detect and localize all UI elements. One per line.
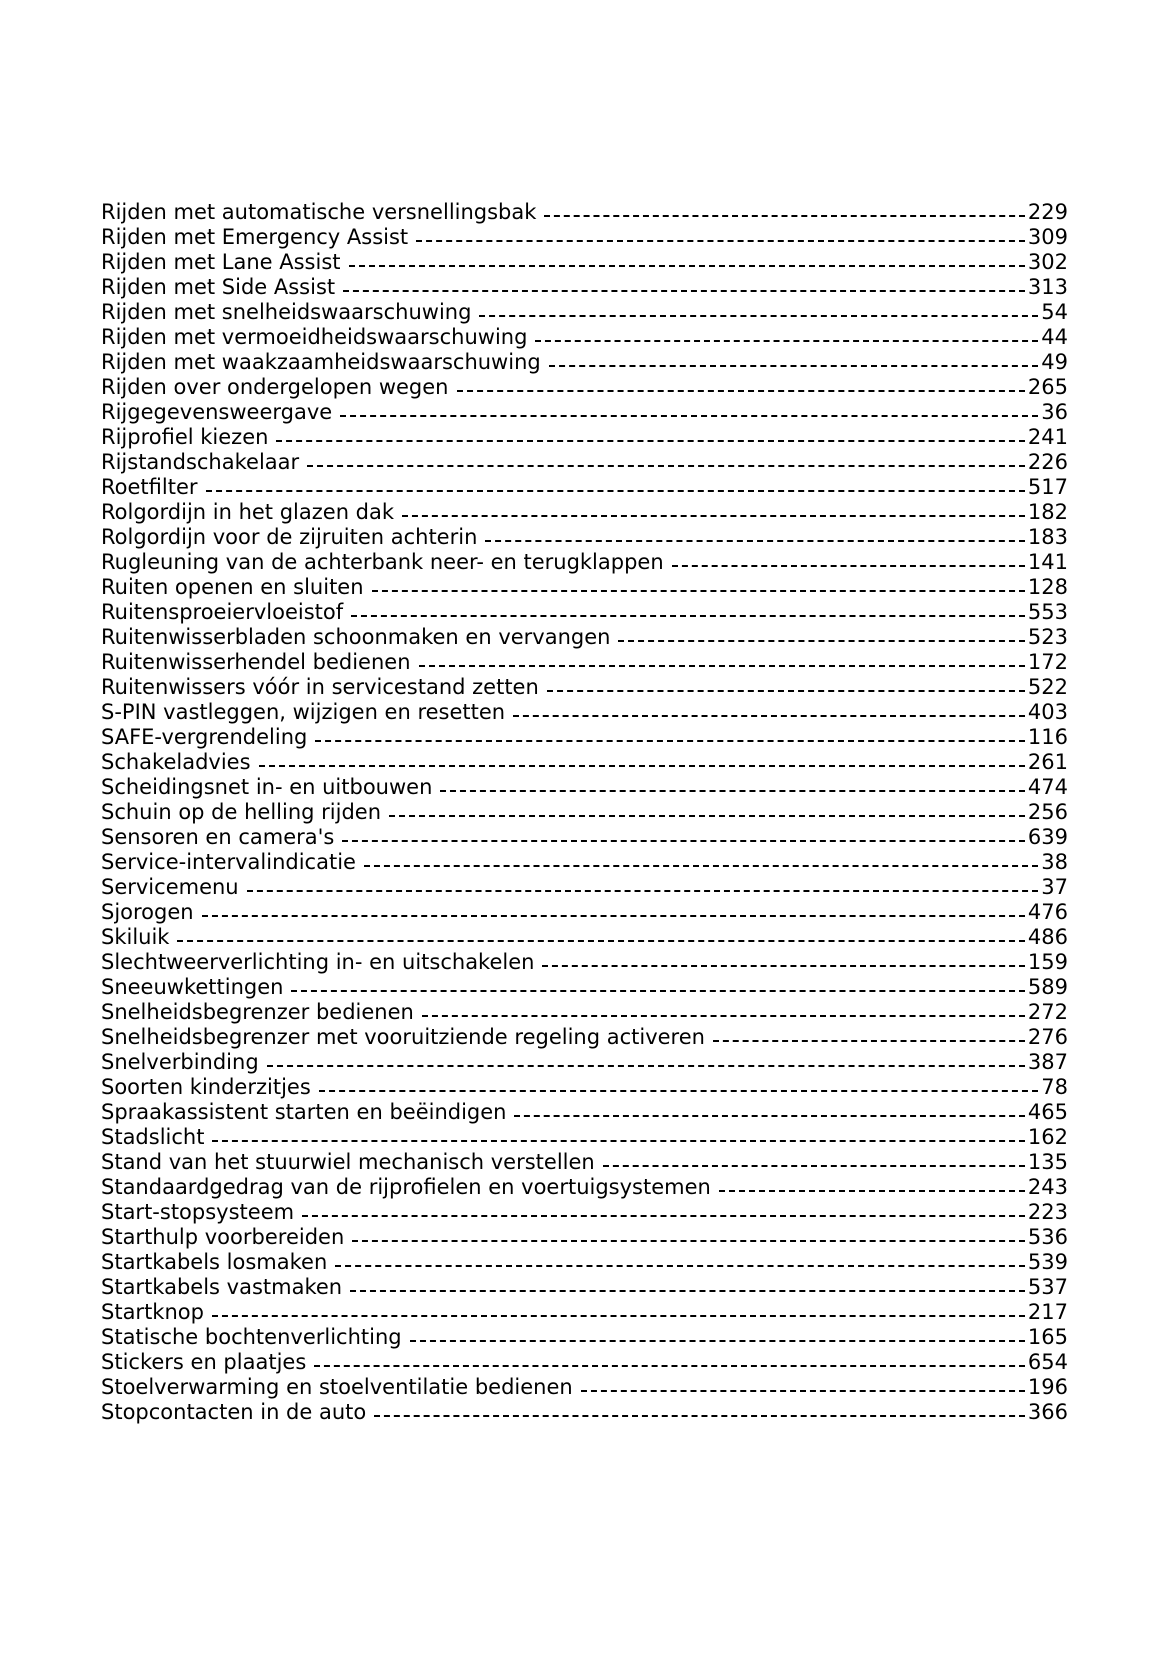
dot-leader (315, 739, 1025, 742)
index-entry[interactable] (101, 675, 1068, 700)
entry-page-number: 226 (1027, 450, 1068, 474)
entry-page-number: 172 (1027, 650, 1068, 674)
entry-page-number: 523 (1027, 625, 1068, 649)
entry-label: Ruiten openen en sluiten (101, 575, 364, 599)
index-entry[interactable] (101, 1000, 1068, 1025)
index-entry[interactable] (101, 1275, 1068, 1300)
entry-page-number: 116 (1027, 725, 1068, 749)
entry-page-number: 265 (1027, 375, 1068, 399)
dot-leader (542, 964, 1024, 967)
entry-page-number: 474 (1027, 775, 1068, 799)
index-entry[interactable] (101, 1175, 1068, 1200)
entry-label: Servicemenu (101, 875, 239, 899)
entry-page-number: 276 (1027, 1025, 1068, 1049)
entry-label: Sneeuwkettingen (101, 975, 284, 999)
index-entry[interactable] (101, 1075, 1068, 1100)
entry-label: Schuin op de helling rijden (101, 800, 382, 824)
entry-label: Startknop (101, 1300, 204, 1324)
entry-label: Stadslicht (101, 1125, 205, 1149)
entry-page-number: 589 (1027, 975, 1068, 999)
entry-label: Rijden met automatische versnellingsbak (101, 200, 537, 224)
entry-label: Spraakassistent starten en beëindigen (101, 1100, 507, 1124)
index-entry[interactable] (101, 800, 1068, 825)
index-entry[interactable] (101, 825, 1068, 850)
entry-label: Rolgordijn voor de zijruiten achterin (101, 525, 478, 549)
index-entry[interactable] (101, 950, 1068, 975)
entry-page-number: 49 (1041, 350, 1068, 374)
dot-leader (350, 1289, 1025, 1292)
index-entry[interactable] (101, 700, 1068, 725)
index-entry[interactable] (101, 1300, 1068, 1325)
dot-leader (212, 1314, 1025, 1317)
entry-page-number: 465 (1027, 1100, 1068, 1124)
entry-label: Stopcontacten in de auto (101, 1400, 367, 1424)
dot-leader (479, 314, 1038, 317)
dot-leader (349, 264, 1025, 267)
dot-leader (291, 989, 1024, 992)
entry-label: Ruitenwissers vóór in servicestand zetten (101, 675, 539, 699)
dot-leader (352, 1239, 1025, 1242)
entry-page-number: 309 (1027, 225, 1068, 249)
entry-label: Rijstandschakelaar (101, 450, 300, 474)
entry-label: Scheidingsnet in- en uitbouwen (101, 775, 433, 799)
index-entry[interactable] (101, 525, 1068, 550)
entry-label: Rijden over ondergelopen wegen (101, 375, 449, 399)
dot-leader (513, 714, 1025, 717)
index-entry[interactable] (101, 425, 1068, 450)
entry-page-number: 223 (1027, 1200, 1068, 1224)
dot-leader (340, 414, 1038, 417)
dot-leader (514, 1114, 1024, 1117)
index-entry[interactable] (101, 500, 1068, 525)
index-entry[interactable] (101, 600, 1068, 625)
index-entry[interactable] (101, 375, 1068, 400)
entry-page-number: 36 (1041, 400, 1068, 424)
entry-label: Rijden met vermoeidheidswaarschuwing (101, 325, 528, 349)
index-entry[interactable] (101, 1050, 1068, 1075)
entry-label: Sjorogen (101, 900, 194, 924)
entry-page-number: 38 (1041, 850, 1068, 874)
index-entry[interactable] (101, 575, 1068, 600)
entry-label: Stickers en plaatjes (101, 1350, 307, 1374)
index-entry[interactable] (101, 750, 1068, 775)
entry-page-number: 486 (1027, 925, 1068, 949)
dot-leader (457, 389, 1025, 392)
dot-leader (314, 1364, 1025, 1367)
dot-leader (206, 489, 1025, 492)
entry-page-number: 159 (1027, 950, 1068, 974)
dot-leader (440, 789, 1025, 792)
entry-page-number: 37 (1041, 875, 1068, 899)
index-entry[interactable] (101, 650, 1068, 675)
entry-label: Soorten kinderzitjes (101, 1075, 311, 1099)
entry-page-number: 241 (1027, 425, 1068, 449)
dot-leader (319, 1089, 1038, 1092)
entry-page-number: 135 (1027, 1150, 1068, 1174)
entry-label: Sensoren en camera's (101, 825, 335, 849)
entry-label: Rijden met Side Assist (101, 275, 336, 299)
index-entry[interactable] (101, 1325, 1068, 1350)
entry-page-number: 44 (1041, 325, 1068, 349)
index-entry[interactable] (101, 325, 1068, 350)
dot-leader (276, 439, 1024, 442)
entry-page-number: 217 (1027, 1300, 1068, 1324)
entry-page-number: 141 (1027, 550, 1068, 574)
entry-page-number: 313 (1027, 275, 1068, 299)
entry-page-number: 536 (1027, 1225, 1068, 1249)
entry-page-number: 539 (1027, 1250, 1068, 1274)
entry-label: Rijprofiel kiezen (101, 425, 269, 449)
dot-leader (343, 289, 1025, 292)
entry-page-number: 78 (1041, 1075, 1068, 1099)
entry-label: Roetfilter (101, 475, 198, 499)
index-entry[interactable] (101, 275, 1068, 300)
index-list (101, 200, 1068, 1425)
index-entry[interactable] (101, 625, 1068, 650)
entry-label: Snelheidsbegrenzer bedienen (101, 1000, 414, 1024)
entry-label: SAFE-vergrendeling (101, 725, 308, 749)
index-entry[interactable] (101, 1125, 1068, 1150)
dot-leader (410, 1339, 1025, 1342)
index-entry[interactable] (101, 1225, 1068, 1250)
dot-leader (485, 539, 1025, 542)
entry-page-number: 182 (1027, 500, 1068, 524)
dot-leader (603, 1164, 1025, 1167)
entry-label: Snelverbinding (101, 1050, 259, 1074)
dot-leader (581, 1389, 1025, 1392)
entry-label: Startkabels vastmaken (101, 1275, 343, 1299)
index-entry[interactable] (101, 1100, 1068, 1125)
entry-label: Rijgegevensweergave (101, 400, 333, 424)
dot-leader (351, 614, 1025, 617)
entry-page-number: 243 (1027, 1175, 1068, 1199)
index-entry[interactable] (101, 1350, 1068, 1375)
entry-page-number: 272 (1027, 1000, 1068, 1024)
index-entry[interactable] (101, 975, 1068, 1000)
entry-page-number: 261 (1027, 750, 1068, 774)
index-entry[interactable] (101, 400, 1068, 425)
entry-label: Schakeladvies (101, 750, 251, 774)
index-entry[interactable] (101, 925, 1068, 950)
index-entry[interactable] (101, 300, 1068, 325)
dot-leader (177, 939, 1024, 942)
dot-leader (419, 664, 1025, 667)
entry-page-number: 639 (1027, 825, 1068, 849)
dot-leader (416, 239, 1025, 242)
index-entry[interactable] (101, 1400, 1068, 1425)
entry-label: Ruitensproeiervloeistof (101, 600, 344, 624)
entry-page-number: 366 (1027, 1400, 1068, 1424)
entry-page-number: 654 (1027, 1350, 1068, 1374)
entry-page-number: 128 (1027, 575, 1068, 599)
index-entry[interactable] (101, 900, 1068, 925)
entry-label: Service-intervalindicatie (101, 850, 356, 874)
dot-leader (374, 1414, 1025, 1417)
dot-leader (259, 764, 1025, 767)
entry-label: Skiluik (101, 925, 170, 949)
index-entry[interactable] (101, 850, 1068, 875)
dot-leader (719, 1189, 1025, 1192)
dot-leader (267, 1064, 1025, 1067)
entry-label: Startkabels losmaken (101, 1250, 328, 1274)
entry-label: Start-stopsysteem (101, 1200, 295, 1224)
entry-label: Rugleuning van de achterbank neer- en terugklappen (101, 550, 664, 574)
dot-leader (212, 1139, 1024, 1142)
dot-leader (335, 1264, 1025, 1267)
index-entry[interactable] (101, 550, 1068, 575)
dot-leader (307, 464, 1025, 467)
entry-label: Stoelverwarming en stoelventilatie bedienen (101, 1375, 573, 1399)
entry-label: Ruitenwisserbladen schoonmaken en vervangen (101, 625, 611, 649)
entry-label: Slechtweerverlichting in- en uitschakelen (101, 950, 535, 974)
entry-label: Rijden met Emergency Assist (101, 225, 409, 249)
entry-page-number: 302 (1027, 250, 1068, 274)
index-entry[interactable] (101, 225, 1068, 250)
index-entry[interactable] (101, 1150, 1068, 1175)
entry-label: Rijden met Lane Assist (101, 250, 341, 274)
entry-page-number: 256 (1027, 800, 1068, 824)
entry-label: Starthulp voorbereiden (101, 1225, 345, 1249)
dot-leader (549, 364, 1039, 367)
index-entry[interactable] (101, 775, 1068, 800)
index-entry[interactable] (101, 1200, 1068, 1225)
entry-label: Rijden met snelheidswaarschuwing (101, 300, 472, 324)
dot-leader (402, 514, 1025, 517)
index-entry[interactable] (101, 475, 1068, 500)
entry-label: Snelheidsbegrenzer met vooruitziende regeling activeren (101, 1025, 705, 1049)
entry-page-number: 387 (1027, 1050, 1068, 1074)
entry-label: S-PIN vastleggen, wijzigen en resetten (101, 700, 506, 724)
dot-leader (302, 1214, 1025, 1217)
dot-leader (422, 1014, 1025, 1017)
dot-leader (364, 864, 1038, 867)
index-entry[interactable] (101, 725, 1068, 750)
dot-leader (389, 814, 1025, 817)
index-entry[interactable] (101, 450, 1068, 475)
entry-page-number: 537 (1027, 1275, 1068, 1299)
entry-page-number: 162 (1027, 1125, 1068, 1149)
entry-label: Ruitenwisserhendel bedienen (101, 650, 411, 674)
dot-leader (342, 839, 1025, 842)
index-entry[interactable] (101, 875, 1068, 900)
dot-leader (544, 214, 1024, 217)
entry-page-number: 476 (1027, 900, 1068, 924)
index-entry[interactable] (101, 1375, 1068, 1400)
dot-leader (618, 639, 1024, 642)
index-entry[interactable] (101, 1250, 1068, 1275)
index-entry[interactable] (101, 200, 1068, 225)
entry-label: Stand van het stuurwiel mechanisch verstellen (101, 1150, 595, 1174)
entry-page-number: 165 (1027, 1325, 1068, 1349)
index-entry[interactable] (101, 250, 1068, 275)
entry-page-number: 229 (1027, 200, 1068, 224)
dot-leader (247, 889, 1039, 892)
dot-leader (372, 589, 1025, 592)
entry-page-number: 403 (1027, 700, 1068, 724)
entry-page-number: 517 (1027, 475, 1068, 499)
entry-page-number: 553 (1027, 600, 1068, 624)
entry-page-number: 54 (1041, 300, 1068, 324)
entry-label: Standaardgedrag van de rijprofielen en voertuigsystemen (101, 1175, 711, 1199)
entry-label: Rolgordijn in het glazen dak (101, 500, 395, 524)
index-entry[interactable] (101, 350, 1068, 375)
dot-leader (547, 689, 1025, 692)
entry-page-number: 196 (1027, 1375, 1068, 1399)
entry-page-number: 183 (1027, 525, 1068, 549)
dot-leader (535, 339, 1038, 342)
dot-leader (202, 914, 1025, 917)
index-entry[interactable] (101, 1025, 1068, 1050)
entry-page-number: 522 (1027, 675, 1068, 699)
entry-label: Statische bochtenverlichting (101, 1325, 402, 1349)
dot-leader (672, 564, 1025, 567)
entry-label: Rijden met waakzaamheidswaarschuwing (101, 350, 541, 374)
dot-leader (713, 1039, 1025, 1042)
